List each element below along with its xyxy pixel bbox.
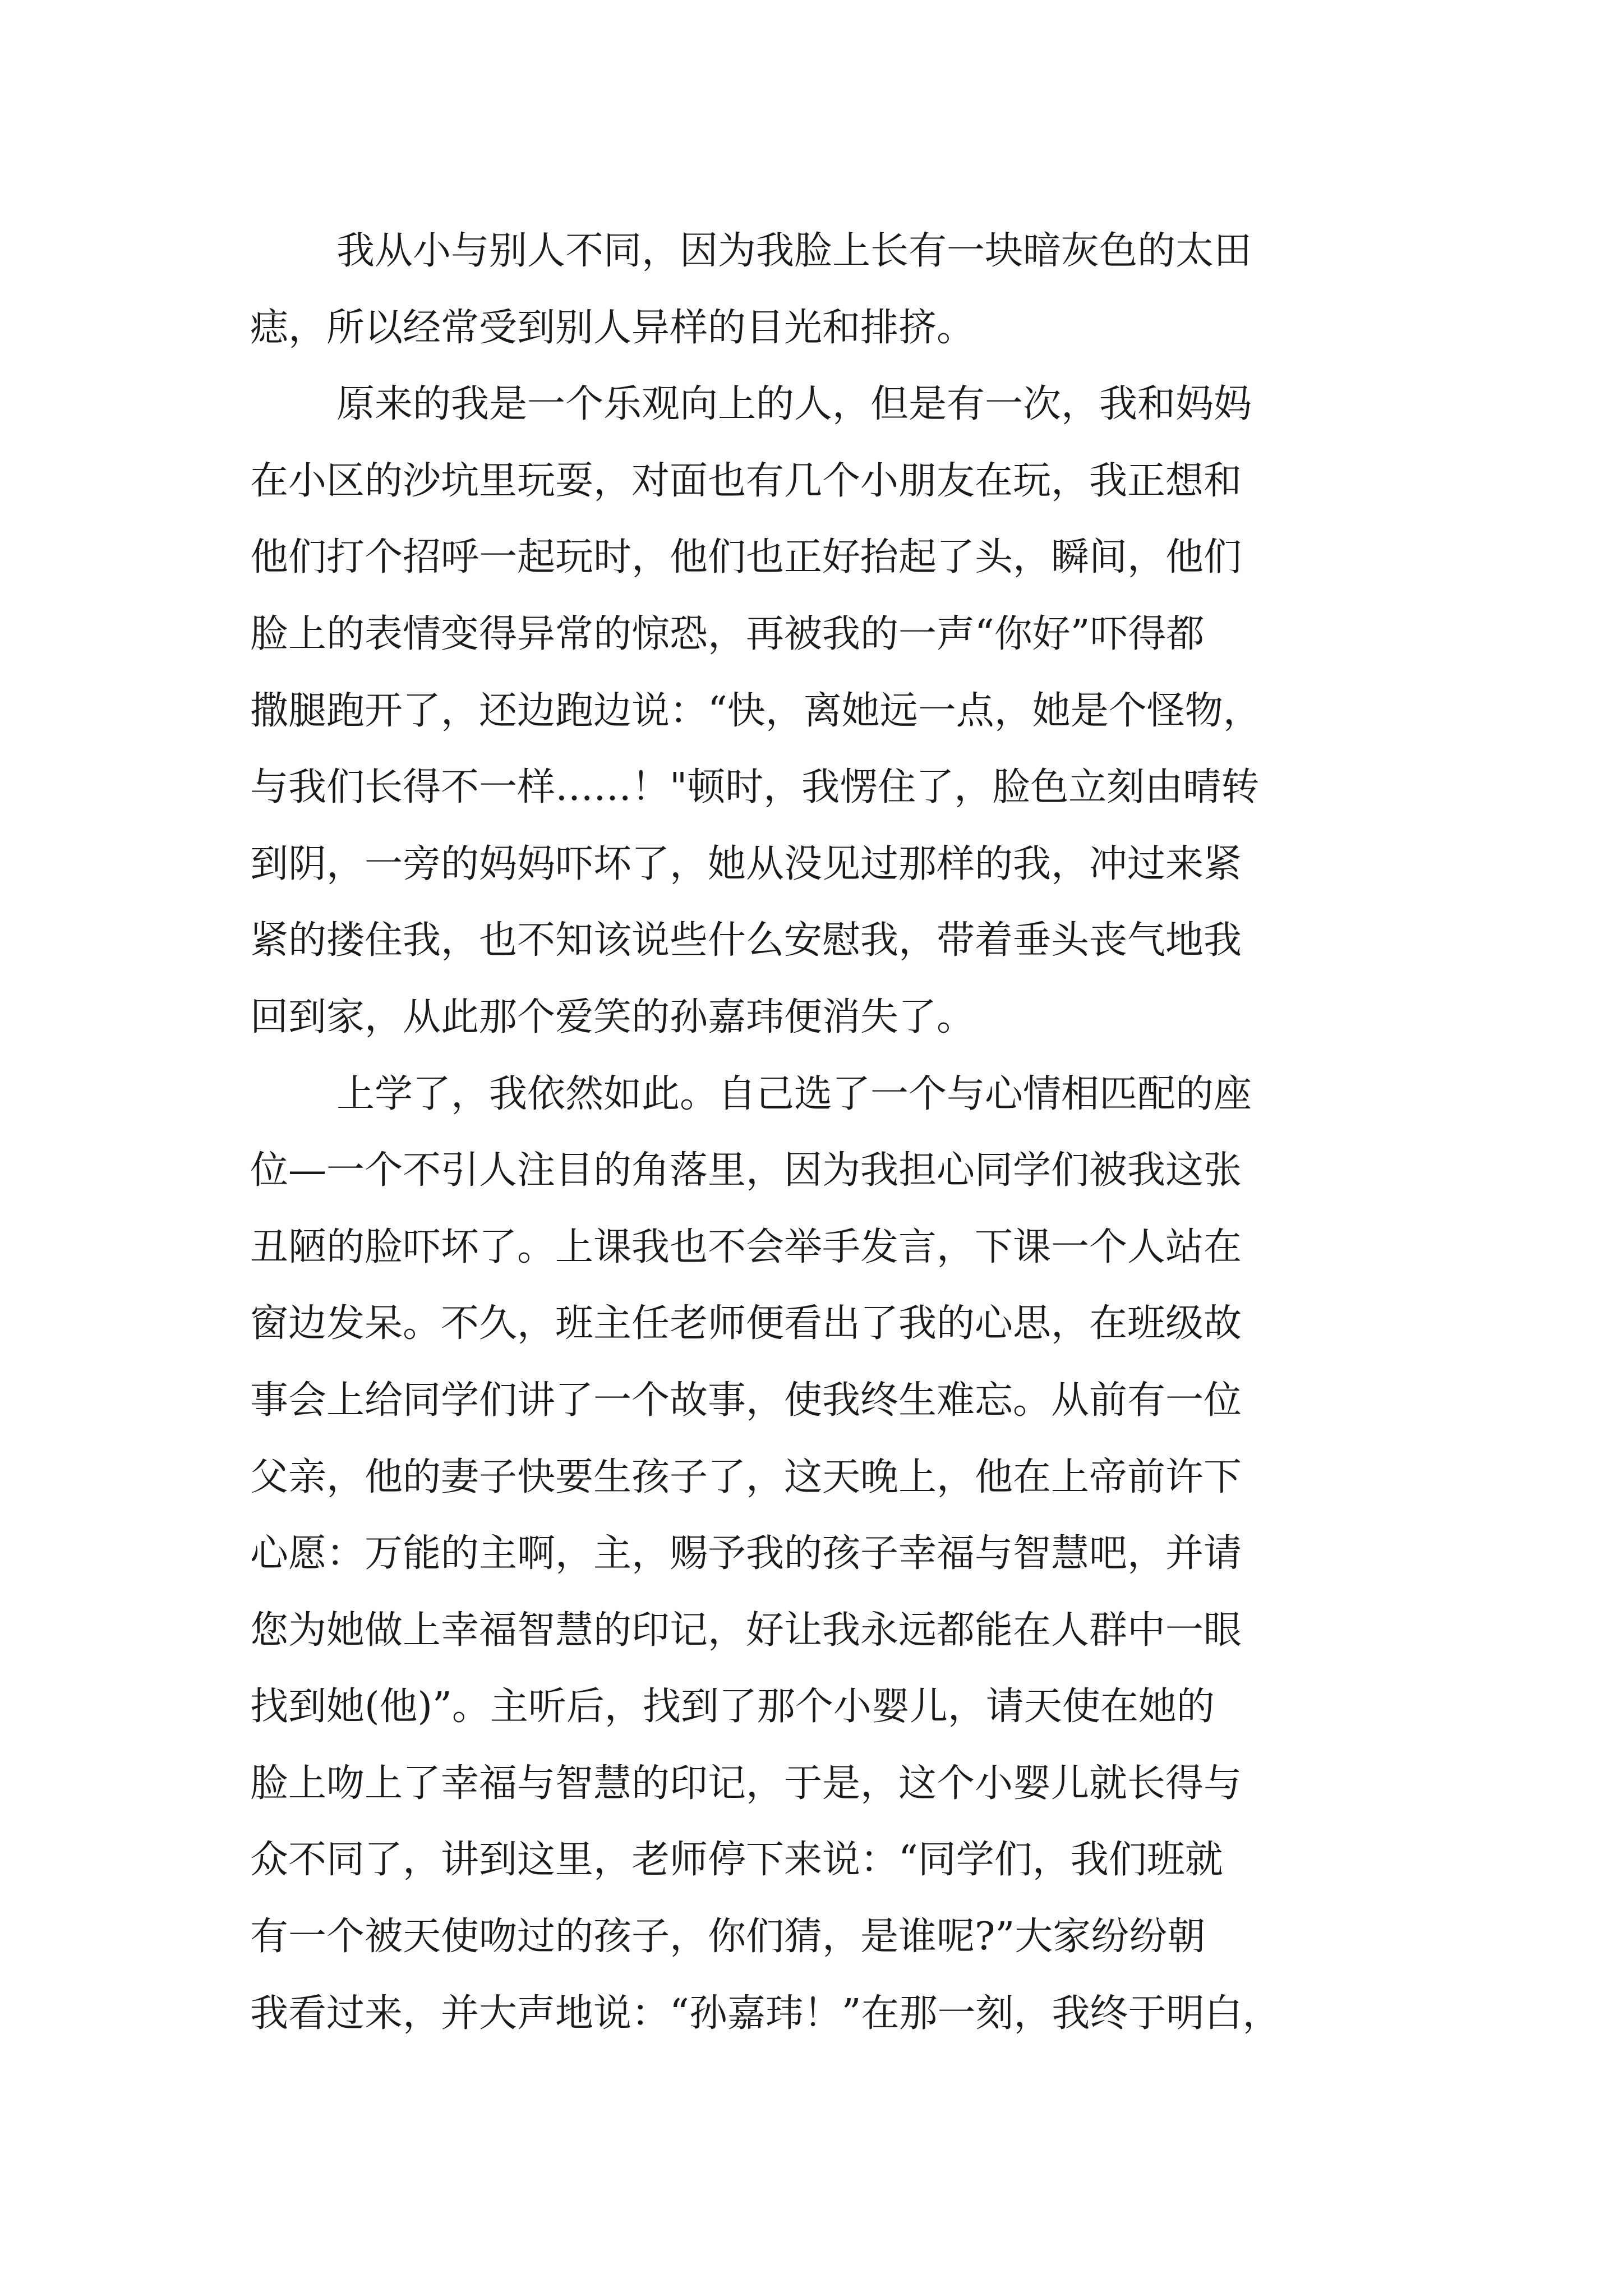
paragraph-3-line-7: 心愿：万能的主啊，主，赐予我的孩子幸福与智慧吧，并请 <box>250 1531 1242 1576</box>
paragraph-3-line-3: 丑陋的脸吓坏了。上课我也不会举手发言，下课一个人站在 <box>250 1225 1242 1269</box>
paragraph-3-line-8: 您为她做上幸福智慧的印记，好让我永远都能在人群中一眼 <box>250 1608 1242 1653</box>
paragraph-3-line-6: 父亲，他的妻子快要生孩子了，这天晚上，他在上帝前许下 <box>250 1455 1242 1499</box>
paragraph-3-line-13: 我看过来，并大声地说：“孙嘉玮！”在那一刻，我终于明白， <box>250 1991 1281 2036</box>
paragraph-2-line-5: 撒腿跑开了，还边跑边说：“快，离她远一点，她是个怪物， <box>250 688 1261 733</box>
paragraph-3-line-11: 众不同了，讲到这里，老师停下来说：“同学们，我们班就 <box>250 1838 1223 1883</box>
paragraph-2-line-8: 紧的搂住我，也不知该说些什么安慰我，带着垂头丧气地我 <box>250 918 1242 963</box>
essay-body <box>250 213 1394 2052</box>
paragraph-3-line-1: 上学了，我依然如此。自己选了一个与心情相匹配的座 <box>336 1071 1252 1116</box>
paragraph-2-line-2: 在小区的沙坑里玩耍，对面也有几个小朋友在玩，我正想和 <box>250 458 1242 503</box>
paragraph-2-line-4: 脸上的表情变得异常的惊恐，再被我的一声“你好”吓得都 <box>250 611 1205 656</box>
paragraph-2-line-9: 回到家，从此那个爱笑的孙嘉玮便消失了。 <box>250 995 975 1039</box>
paragraph-3-line-2: 位—一个不引人注目的角落里，因为我担心同学们被我这张 <box>250 1148 1242 1193</box>
paragraph-1-line-2: 痣，所以经常受到别人异样的目光和排挤。 <box>250 305 975 350</box>
paragraph-2-line-6: 与我们长得不一样……！"顿时，我愣住了，脸色立刻由晴转 <box>250 765 1260 810</box>
paragraph-3-line-10: 脸上吻上了幸福与智慧的印记，于是，这个小婴儿就长得与 <box>250 1761 1242 1806</box>
paragraph-3-line-5: 事会上给同学们讲了一个故事，使我终生难忘。从前有一位 <box>250 1378 1242 1423</box>
paragraph-3-line-12: 有一个被天使吻过的孩子，你们猜，是谁呢?”大家纷纷朝 <box>250 1915 1206 1959</box>
paragraph-3-line-9: 找到她(他)”。主听后，找到了那个小婴儿，请天使在她的 <box>250 1685 1215 1729</box>
paragraph-2-line-3: 他们打个招呼一起玩时，他们也正好抬起了头，瞬间，他们 <box>250 535 1242 580</box>
paragraph-2-line-7: 到阴，一旁的妈妈吓坏了，她从没见过那样的我，冲过来紧 <box>250 841 1242 886</box>
paragraph-2-line-1: 原来的我是一个乐观向上的人，但是有一次，我和妈妈 <box>336 382 1252 427</box>
paragraph-1-line-1: 我从小与别人不同，因为我脸上长有一块暗灰色的太田 <box>336 229 1252 273</box>
paragraph-3-line-4: 窗边发呆。不久，班主任老师便看出了我的心思，在班级故 <box>250 1301 1242 1346</box>
